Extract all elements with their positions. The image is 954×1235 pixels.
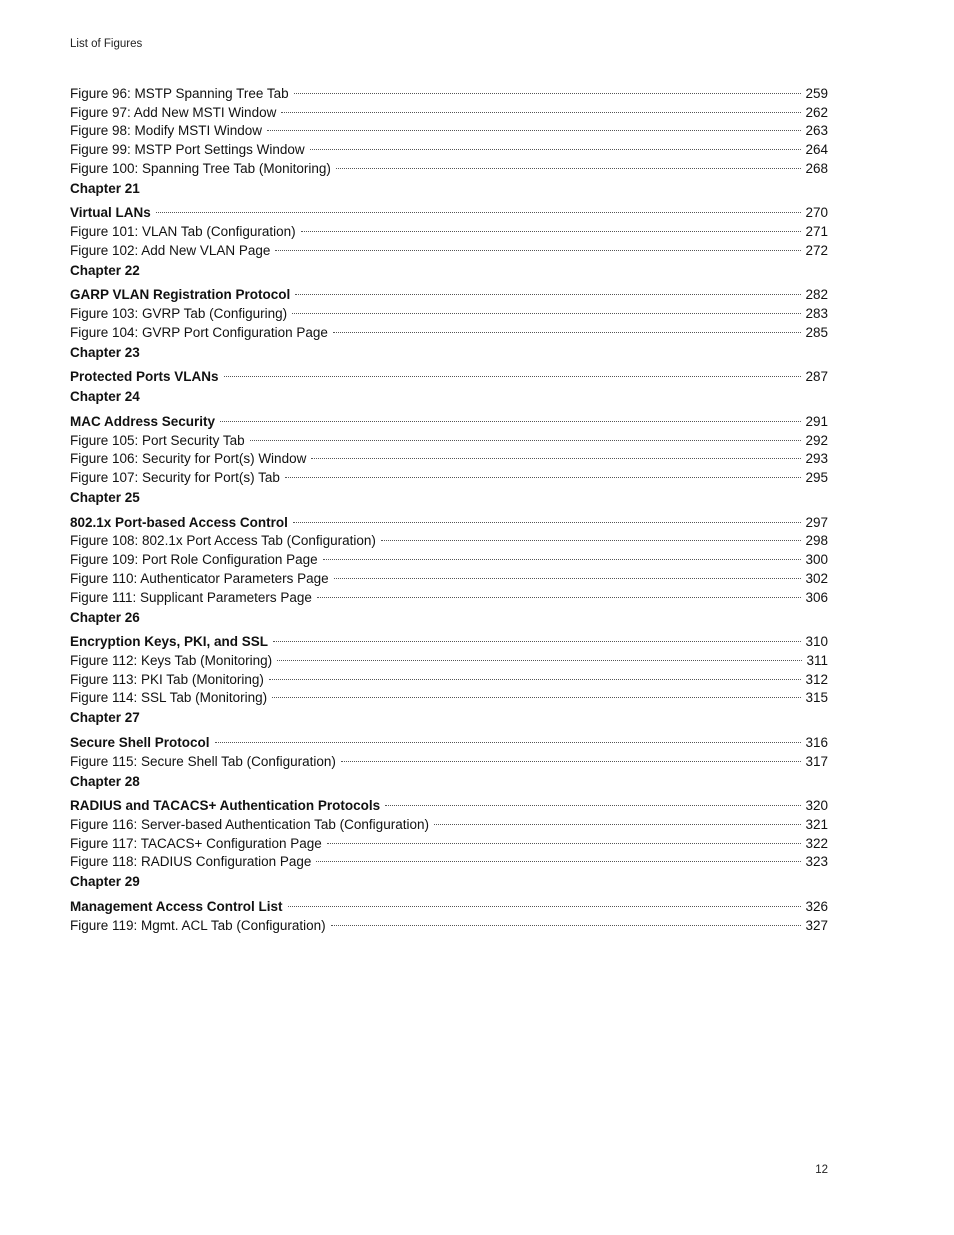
dot-leader [310, 135, 802, 154]
figure-entry-page: 295 [805, 470, 828, 485]
chapter-entry[interactable] [70, 199, 828, 221]
dot-leader [273, 627, 801, 646]
figure-entry-title: Figure 114: SSL Tab (Monitoring) [70, 690, 268, 706]
figure-entry-page: 300 [805, 552, 828, 567]
figure-entry-page: 327 [805, 917, 828, 933]
figure-entry-page: 298 [805, 533, 828, 549]
figure-entry-title: Figure 104: GVRP Port Configuration Page [70, 324, 328, 340]
chapter-section [70, 709, 828, 769]
figure-entry-title: Figure 100: Spanning Tree Tab (Monitoring) [70, 160, 331, 176]
figure-entry-title: Figure 107: Security for Port(s) Tab [70, 470, 280, 485]
figure-entry-title: Figure 109: Port Role Configuration Page [70, 552, 318, 567]
chapter-label: Chapter 29 [70, 874, 140, 890]
chapter-entry-page: 297 [805, 514, 828, 530]
chapter-section [70, 388, 828, 485]
chapter-section [70, 489, 828, 605]
dot-leader [381, 527, 802, 546]
chapter-entry-page: 270 [805, 205, 828, 221]
figure-entry-page: 321 [805, 816, 828, 832]
chapter-entry-title: Protected Ports VLANs [70, 369, 219, 385]
chapter-label: Chapter 24 [70, 389, 140, 405]
figure-entry-title: Figure 106: Security for Port(s) Window [70, 451, 307, 467]
figure-entry-title: Figure 111: Supplicant Parameters Page [70, 589, 312, 605]
dot-leader [323, 545, 802, 564]
figure-entry-page: 264 [805, 142, 828, 157]
figure-entry-page: 311 [806, 652, 828, 668]
running-header: List of Figures [70, 38, 143, 50]
dot-leader [327, 829, 802, 848]
figure-entry-page: 271 [805, 224, 828, 239]
dot-leader [311, 445, 801, 464]
dot-leader [215, 728, 802, 747]
chapter-entry-page: 287 [805, 369, 828, 385]
dot-leader [317, 583, 802, 602]
figure-entry-page: 285 [805, 324, 828, 340]
dot-leader [275, 236, 801, 255]
figure-entry-title: Figure 102: Add New VLAN Page [70, 242, 271, 258]
chapter-entry-title: Virtual LANs [70, 205, 151, 221]
figure-entry-title: Figure 117: TACACS+ Configuration Page [70, 835, 322, 851]
dot-leader [281, 98, 801, 117]
figure-entry-title: Figure 119: Mgmt. ACL Tab (Configuration) [70, 917, 326, 933]
figure-entry-page: 293 [805, 451, 828, 467]
figure-entry-page: 306 [805, 589, 828, 605]
chapter-entry[interactable] [70, 407, 828, 429]
chapter-label: Chapter 23 [70, 344, 140, 360]
dot-leader [292, 299, 801, 318]
figure-entry-page: 272 [805, 242, 828, 258]
chapter-entry[interactable] [70, 728, 828, 750]
chapter-entry-page: 320 [805, 798, 828, 813]
figure-entry-page: 322 [805, 835, 828, 851]
chapter-entry[interactable] [70, 363, 828, 385]
figure-entry-title: Figure 101: VLAN Tab (Configuration) [70, 224, 296, 239]
chapter-entry-title: 802.1x Port-based Access Control [70, 514, 288, 530]
figure-entry-title: Figure 116: Server-based Authentication Tab (Configuration) [70, 816, 429, 832]
figure-entry-title: Figure 99: MSTP Port Settings Window [70, 142, 305, 157]
chapter-entry[interactable] [70, 281, 828, 303]
dot-leader [336, 154, 802, 173]
chapter-label: Chapter 21 [70, 180, 140, 196]
chapter-section [70, 180, 828, 258]
chapter-entry-title: GARP VLAN Registration Protocol [70, 287, 291, 303]
chapter-label: Chapter 26 [70, 609, 140, 625]
chapter-label: Chapter 28 [70, 773, 140, 789]
figure-entry-page: 283 [805, 306, 828, 321]
dot-leader [220, 407, 801, 426]
dot-leader [156, 199, 802, 218]
chapter-section [70, 609, 828, 706]
chapter-entry-page: 291 [805, 413, 828, 429]
chapter-entry-title: Management Access Control List [70, 898, 283, 914]
dot-leader [267, 117, 801, 136]
figure-entry-page: 292 [805, 432, 828, 448]
chapter-entry-title: Encryption Keys, PKI, and SSL [70, 634, 269, 649]
figure-entry-page: 317 [805, 753, 828, 769]
chapter-entry-page: 310 [805, 634, 828, 649]
figure-entry[interactable] [70, 217, 828, 239]
chapter-entry-title: MAC Address Security [70, 413, 216, 429]
dot-leader [293, 508, 802, 527]
chapter-entry-page: 316 [805, 734, 828, 750]
figure-entry-title: Figure 118: RADIUS Configuration Page [70, 854, 312, 870]
figure-entry-title: Figure 103: GVRP Tab (Configuring) [70, 306, 288, 321]
dot-leader [269, 665, 802, 684]
dot-leader [334, 564, 802, 583]
figure-entry-title: Figure 112: Keys Tab (Monitoring) [70, 652, 273, 668]
chapter-entry[interactable] [70, 508, 828, 530]
dot-leader [294, 79, 802, 98]
dot-leader [224, 363, 802, 382]
chapter-section [70, 873, 828, 933]
chapter-entry[interactable] [70, 791, 828, 813]
dot-leader [277, 646, 802, 665]
chapter-entry-title: RADIUS and TACACS+ Authentication Protocols [70, 798, 381, 813]
chapter-label: Chapter 22 [70, 262, 140, 278]
figure-entry-page: 259 [805, 85, 828, 101]
figure-group [70, 79, 828, 176]
figure-entry-title: Figure 105: Port Security Tab [70, 432, 245, 448]
figure-entry[interactable] [70, 79, 828, 101]
dot-leader [272, 684, 801, 703]
list-of-figures [70, 79, 828, 937]
figure-entry-title: Figure 97: Add New MSTI Window [70, 104, 277, 120]
figure-entry-title: Figure 96: MSTP Spanning Tree Tab [70, 85, 289, 101]
dot-leader [250, 426, 802, 445]
figure-entry-page: 262 [805, 104, 828, 120]
chapter-label: Chapter 27 [70, 710, 140, 726]
figure-entry-page: 268 [805, 160, 828, 176]
figure-entry-title: Figure 98: Modify MSTI Window [70, 123, 263, 139]
figure-entry-page: 302 [805, 570, 828, 586]
figure-entry-page: 315 [805, 690, 828, 706]
chapter-section [70, 262, 828, 340]
chapter-label: Chapter 25 [70, 490, 140, 505]
dot-leader [385, 791, 801, 810]
chapter-entry[interactable] [70, 627, 828, 649]
dot-leader [285, 463, 802, 482]
figure-entry-title: Figure 115: Secure Shell Tab (Configuration) [70, 753, 336, 769]
chapter-entry-title: Secure Shell Protocol [70, 734, 210, 750]
dot-leader [341, 747, 802, 766]
page-number: 12 [815, 1164, 828, 1176]
figure-entry-title: Figure 113: PKI Tab (Monitoring) [70, 671, 264, 687]
chapter-entry-page: 282 [805, 287, 828, 303]
dot-leader [331, 911, 802, 930]
dot-leader [333, 318, 802, 337]
figure-entry-page: 263 [805, 123, 828, 139]
chapter-entry-page: 326 [805, 898, 828, 914]
chapter-section [70, 344, 828, 385]
dot-leader [295, 281, 801, 300]
figure-entry-title: Figure 108: 802.1x Port Access Tab (Configuration) [70, 533, 376, 549]
dot-leader [434, 810, 802, 829]
figure-entry-title: Figure 110: Authenticator Parameters Page [70, 570, 329, 586]
dot-leader [301, 217, 802, 236]
dot-leader [316, 848, 801, 867]
figure-entry-page: 312 [805, 671, 828, 687]
figure-entry-page: 323 [805, 854, 828, 870]
dot-leader [288, 892, 802, 911]
chapter-entry[interactable] [70, 892, 828, 914]
chapter-section [70, 773, 828, 870]
